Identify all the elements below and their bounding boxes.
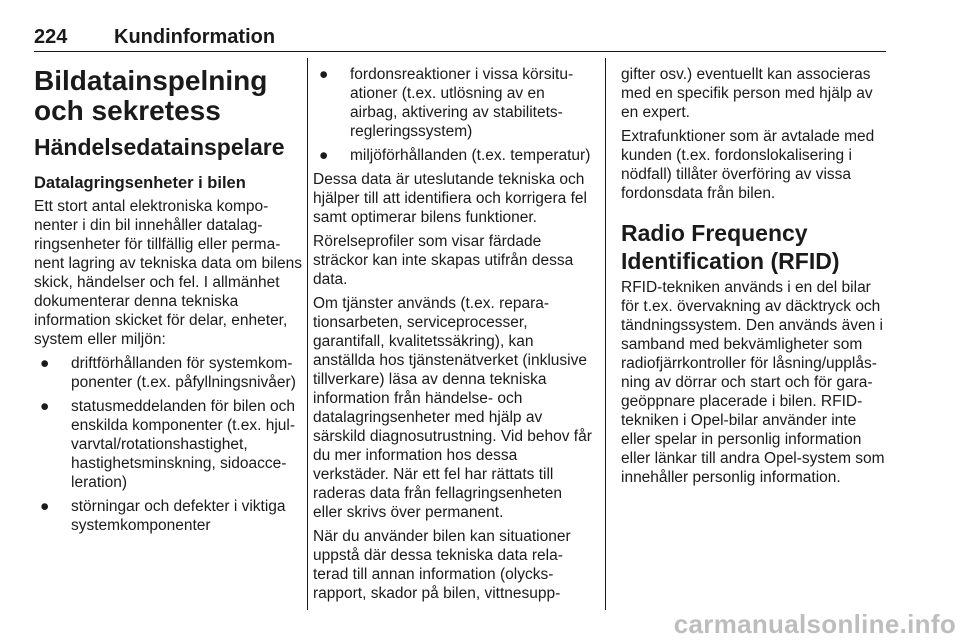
bullet-list bbox=[34, 354, 302, 535]
watermark: carmanualsonline.info bbox=[673, 609, 956, 639]
column-left bbox=[34, 56, 302, 540]
paragraph: Ett stort antal elektroniska komponenter i din bil innehåller datalagringsenheter för tillfällig eller permanent lagring av tekniska data om bilens skick, händelser och fel. I allmänhet dokumenterar denna tekniska information skicket för delar, enheter, system eller miljön: bbox=[34, 198, 302, 348]
section-title: Kundinformation bbox=[114, 26, 276, 48]
section-heading: Händelsedatainspelare bbox=[34, 134, 285, 160]
paragraph: Dessa data är uteslutande tekniska och hjälper till att identifiera och korrigera fel samt optimerar bilens funktioner. bbox=[313, 171, 587, 226]
list-item-text: statusmeddelanden för bilen och enskilda komponenter (t.ex. hjulvarvtal/rotationshastighet, hastighetsminskning, sidoacceleration) bbox=[71, 398, 296, 491]
list-item bbox=[34, 354, 302, 392]
column-right bbox=[621, 56, 889, 492]
section-heading: Radio Frequency Identification (RFID) bbox=[621, 220, 840, 274]
paragraph: När du använder bilen kan situationer uppstå där dessa tekniska data relaterad till annan information (olycksrapport, skador på bilen, vittnesupp- bbox=[313, 528, 571, 602]
list-item-text: störningar och defekter i viktiga systemkomponenter bbox=[71, 498, 286, 534]
column-divider bbox=[605, 58, 606, 610]
page-header bbox=[34, 24, 886, 52]
bullet-icon: ● bbox=[40, 398, 50, 415]
paragraph: gifter osv.) eventuellt kan associeras med en specifik person med hjälp av en expert. bbox=[621, 66, 873, 121]
list-item-text: fordonsreaktioner i vissa körsituationer (t.ex. utlösning av en airbag, aktivering av stabilitetsregleringssystem) bbox=[350, 66, 574, 140]
list-item bbox=[34, 497, 302, 535]
paragraph: Om tjänster används (t.ex. reparationsarbeten, serviceprocesser, garantifall, kvalitetssäkring), kan anställda hos tjänstenätverket (inklusive tillverkare) läsa av denna tekniska information från händelse- och datalagringsenheter med hjälp av särskild diagnosutrustning. Vid behov får du mer information hos dessa verkstäder. När ett fel har rättats till raderas data från fellagringsenheten eller skrivs över permanent. bbox=[313, 295, 592, 521]
bullet-list bbox=[313, 65, 593, 165]
list-item bbox=[313, 65, 593, 141]
bullet-icon: ● bbox=[40, 355, 50, 372]
bullet-icon: ● bbox=[319, 66, 329, 83]
bullet-icon: ● bbox=[40, 498, 50, 515]
list-item-text: miljöförhållanden (t.ex. temperatur) bbox=[350, 147, 591, 164]
column-middle bbox=[313, 56, 593, 608]
chapter-heading: Bildatainspelning och sekretess bbox=[34, 65, 268, 126]
list-item bbox=[34, 397, 302, 492]
paragraph: Rörelseprofiler som visar färdade sträckor kan inte skapas utifrån dessa data. bbox=[313, 233, 574, 288]
paragraph: RFID-tekniken används i en del bilar för t.ex. övervakning av däcktryck och tändningssystem. Den används även i samband med bekvämligheter som radiofjärrkontroller för låsning/upplåsning av dörrar och start och för garageöppnare placerade i bilen. RFID-tekniken i Opel-bilar använder inte eller spelar in personlig information eller länkar till andra Opel-system som innehåller personlig information. bbox=[621, 279, 885, 486]
list-item bbox=[313, 146, 593, 165]
list-item-text: driftförhållanden för systemkomponenter (t.ex. påfyllningsnivåer) bbox=[71, 355, 296, 391]
bullet-icon: ● bbox=[319, 147, 329, 164]
subsection-heading: Datalagringsenheter i bilen bbox=[34, 174, 246, 192]
paragraph: Extrafunktioner som är avtalade med kunden (t.ex. fordonslokalisering i nödfall) tillåter överföring av vissa fordonsdata från bilen. bbox=[621, 128, 875, 202]
page-number: 224 bbox=[34, 26, 68, 48]
column-divider bbox=[307, 58, 308, 610]
